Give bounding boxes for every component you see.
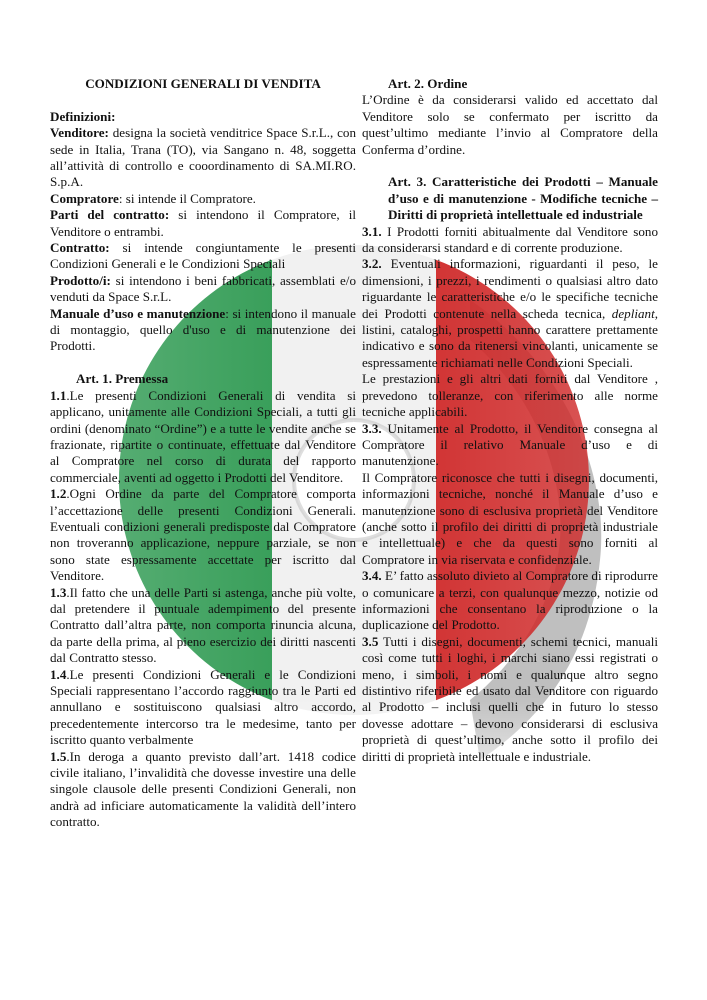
paragraph-3-4: 3.4. E’ fatto assoluto divieto al Compratore di riprodurre o comunicare a terzi, con qualunque mezzo, notizie od informazioni che consentano la riproduzione o la duplicazione del Prodotto.	[362, 568, 658, 633]
art3-title: Art. 3. Caratteristiche dei Prodotti – Manuale d’uso e di manutenzione - Modifiche tecniche – Diritti di proprietà intellettuale ed industriale	[388, 174, 658, 223]
art2-text: L’Ordine è da considerarsi valido ed accettato dal Venditore solo se confermato per iscritto da quest’ultimo mediante l’invio al Compratore della Conferma d’ordine.	[362, 92, 658, 157]
left-column	[50, 76, 356, 831]
paragraph-1-1: 1.1.Le presenti Condizioni Generali di vendita si applicano, unitamente alle Condizioni Speciali, a tutti gli ordini (denominato “Ordine”) e a tutte le vendite anche se frazionate, ripartite o continuate, effettuate dal Venditore al Compratore nel corso di durata del rapporto commerciale, aventi ad oggetto i Prodotti del Venditore.	[50, 387, 356, 485]
document-title: CONDIZIONI GENERALI DI VENDITA	[85, 76, 321, 91]
paragraph-1-2: 1.2.Ogni Ordine da parte del Compratore comporta l’accettazione delle presenti Condizioni Generali. Eventuali condizioni generali predisposte dal Compratore non troveranno applicazione, neppure parziale, se non sono state espressamente accettate per iscritto dal Venditore.	[50, 486, 356, 584]
paragraph-3-3-ownership: Il Compratore riconosce che tutti i disegni, documenti, informazioni tecniche, nonché il Manuale d’uso e manutenzione sono di esclusiva proprietà del Venditore (anche sotto il profilo dei diritti di proprietà industriale e intellettuale) e che da questi sono forniti al Compratore in via riservata e confidenziale.	[362, 469, 658, 567]
definitions-heading: Definizioni:	[50, 108, 116, 124]
paragraph-3-5: 3.5 Tutti i disegni, documenti, schemi tecnici, manuali così come tutti i loghi, i marchi siano essi registrati o meno, i simboli, i nomi e qualunque altro segno distintivo riferibile ed usato dal Venditore con riguardo al Prodotto – inclusi quelli che in futuro lo stesso dovesse adottare – devono considerarsi di esclusiva proprietà di quest’ultimo, anche sotto il profilo dei diritti di proprietà intellettuale e industriale.	[362, 633, 658, 764]
art2-title: Art. 2. Ordine	[388, 76, 468, 91]
paragraph-3-1: 3.1. I Prodotti forniti abitualmente dal Venditore sono da considerarsi standard e di corrente produzione.	[362, 223, 658, 256]
right-column	[362, 76, 658, 765]
def-compratore: Compratore: si intende il Compratore.	[50, 190, 256, 206]
art1-title: Art. 1. Premessa	[76, 371, 169, 387]
paragraph-3-3: 3.3. Unitamente al Prodotto, il Venditore consegna al Compratore il relativo Manuale d’uso e di manutenzione.	[362, 420, 658, 469]
paragraph-1-3: 1.3.Il fatto che una delle Parti si astenga, anche più volte, dal pretendere il puntuale adempimento del presente Contratto dall’altra parte, non comporta rinuncia alcuna, da parte della prima, al pieno esercizio dei diritti nascenti dal Contratto stesso.	[50, 584, 356, 666]
def-manuale: Manuale d’uso e manutenzione: si intendono il manuale di montaggio, quello d'uso e di manutenzione dei Prodotti.	[50, 305, 356, 354]
def-contratto: Contratto: si intende congiuntamente le presenti Condizioni Generali e le Condizioni Speciali	[50, 240, 356, 272]
def-parti: Parti del contratto: si intendono il Compratore, il Venditore o entrambi.	[50, 207, 356, 239]
paragraph-1-5: 1.5.In deroga a quanto previsto dall’art. 1418 codice civile italiano, l’invalidità che dovesse investire una delle singole clausole delle presenti Condizioni Generali, non andrà ad inficiare automaticamente la validità dell’intero contratto.	[50, 748, 356, 830]
paragraph-1-4: 1.4.Le presenti Condizioni Generali e le Condizioni Speciali rappresentano l’accordo raggiunto tra le Parti ed annullano e sostituiscono qualsiasi altro accordo, precedentemente intercorso tra le medesime, tanto per iscritto quanto verbalmente	[50, 666, 356, 748]
paragraph-3-2: 3.2. Eventuali informazioni, riguardanti il peso, le dimensioni, i prezzi, i rendimenti o qualsiasi altro dato riguardante le caratteristiche e/o le specifiche tecniche dei Prodotti contenute nella scheda tecnica, depliant, listini, cataloghi, prospetti hanno carattere prettamente indicativo e sono da ritenersi vincolanti, unicamente se espressamente richiamati nelle Condizioni Speciali.	[362, 256, 658, 370]
def-venditore: Venditore: designa la società venditrice Space S.r.L., con sede in Italia, Trana (TO), via Sangano n. 48, soggetta all’attività di controllo e cooordinamento di SA.MI.RO. S.p.A.	[50, 125, 356, 190]
paragraph-3-2-tolerances: Le prestazioni e gli altri dati forniti dal Venditore , prevedono tolleranze, con riferimento alle norme tecniche applicabili.	[362, 371, 658, 420]
def-prodotto: Prodotto/i: si intendono i beni fabbricati, assemblati e/o venduti da Space S.r.L.	[50, 272, 356, 305]
